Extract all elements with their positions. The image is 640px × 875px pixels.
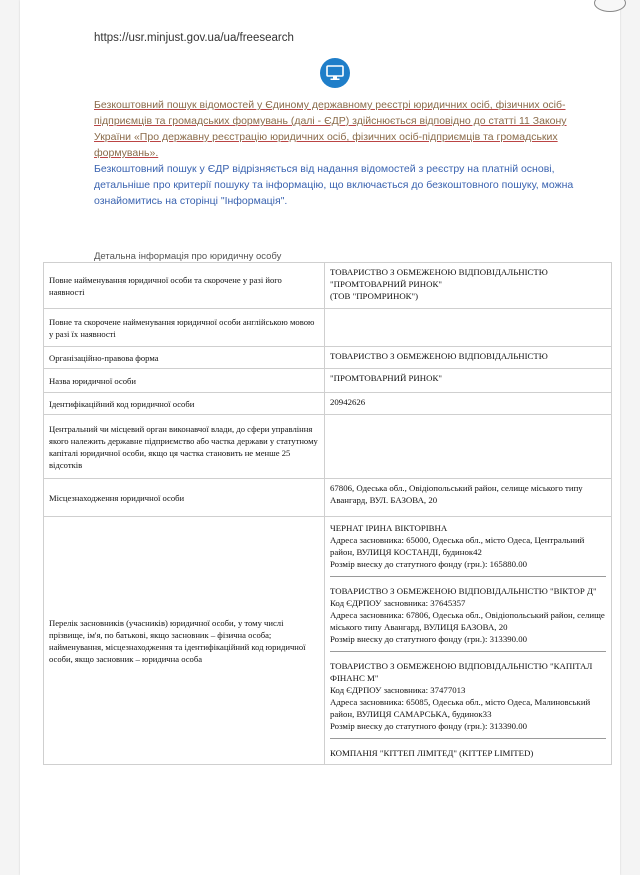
founder-contribution: Розмір внеску до статутного фонду (грн.): 313390.00 — [330, 634, 528, 644]
intro-paragraph-2: Безкоштовний пошук у ЄДР відрізняється від надання відомостей з реєстру на платній основі, детальніше про критерії пошуку та інформацію, що включається до безкоштовного пошуку, можна ознайомитись на сторінці "Інформація". — [94, 163, 574, 207]
row-label: Повне та скорочене найменування юридичної особи англійською мовою у разі їх наявності — [44, 309, 325, 347]
table-row — [44, 309, 612, 347]
row-value-name: "ПРОМТОВАРНИЙ РИНОК" — [325, 369, 612, 393]
full-name-line: (ТОВ "ПРОМРИНОК") — [330, 291, 419, 301]
founder-entry — [330, 658, 606, 739]
founder-entry — [330, 583, 606, 652]
row-value-authority — [325, 415, 612, 479]
row-label: Організаційно-правова форма — [44, 347, 325, 369]
row-label: Перелік засновників (учасників) юридичної особи, у тому числі прізвище, ім'я, по батькові, якщо засновник – фізична особа; найменування, місцезнаходження та ідентифікаційний код юридичної особи, якщо засновник – юридична особа — [44, 517, 325, 765]
monitor-icon — [320, 58, 350, 88]
founder-address: Адреса засновника: 67806, Одеська обл., Овідіопольський район, селище міського типу Авангард, ВУЛИЦЯ БАЗОВА, 20 — [330, 610, 605, 632]
full-name-line: ТОВАРИСТВО З ОБМЕЖЕНОЮ ВІДПОВІДАЛЬНІСТЮ "ПРОМТОВАРНИЙ РИНОК" — [330, 267, 548, 289]
founder-contribution: Розмір внеску до статутного фонду (грн.): 313390.00 — [330, 721, 528, 731]
intro-text — [94, 97, 584, 209]
founder-entry — [330, 520, 606, 577]
founder-name: ЧЕРНАТ ІРИНА ВІКТОРІВНА — [330, 523, 448, 533]
source-url: https://usr.minjust.gov.ua/ua/freesearch — [94, 32, 294, 44]
table-row — [44, 415, 612, 479]
founder-contribution: Розмір внеску до статутного фонду (грн.): 165880.00 — [330, 559, 528, 569]
table-row — [44, 517, 612, 765]
founder-address: Адреса засновника: 65000, Одеська обл., місто Одеса, Центральний район, ВУЛИЦЯ КОСТАНДІ, будинок42 — [330, 535, 585, 557]
table-row — [44, 347, 612, 369]
founder-name: КОМПАНІЯ "КІТТЕП ЛІМІТЕД" (KITTEP LIMITED) — [330, 748, 534, 758]
table-row — [44, 263, 612, 309]
window-corner — [594, 0, 626, 12]
intro-paragraph-1: Безкоштовний пошук відомостей у Єдиному державному реєстрі юридичних осіб, фізичних осіб-підприємців та громадських формувань (далі - ЄДР) здійснюється відповідно до статті 11 Закону України «Про державну реєстрацію юридичних осіб, фізичних осіб-підприємців та громадських формувань». — [94, 99, 567, 159]
full-name-text — [330, 266, 606, 302]
table-row — [44, 393, 612, 415]
table-row — [44, 369, 612, 393]
row-value-legal-form: ТОВАРИСТВО З ОБМЕЖЕНОЮ ВІДПОВІДАЛЬНІСТЮ — [325, 347, 612, 369]
row-value-english-name — [325, 309, 612, 347]
row-label: Місцезнаходження юридичної особи — [44, 479, 325, 517]
founder-name: ТОВАРИСТВО З ОБМЕЖЕНОЮ ВІДПОВІДАЛЬНІСТЮ "КАПІТАЛ ФІНАНС М" — [330, 661, 593, 683]
row-value-full-name — [325, 263, 612, 309]
row-value-address: 67806, Одеська обл., Овідіопольський район, селище міського типу Авангард, ВУЛ. БАЗОВА, 20 — [325, 479, 612, 517]
row-label: Повне найменування юридичної особи та скорочене у разі його наявності — [44, 263, 325, 309]
founder-entry — [330, 745, 606, 761]
entity-info-table — [43, 262, 612, 765]
row-label: Ідентифікаційний код юридичної особи — [44, 393, 325, 415]
founder-code: Код ЄДРПОУ засновника: 37645357 — [330, 598, 466, 608]
table-row — [44, 479, 612, 517]
founder-name: ТОВАРИСТВО З ОБМЕЖЕНОЮ ВІДПОВІДАЛЬНІСТЮ "ВІКТОР Д" — [330, 586, 597, 596]
row-label: Назва юридичної особи — [44, 369, 325, 393]
document-page — [20, 0, 620, 875]
founders-list — [325, 517, 612, 765]
founder-address: Адреса засновника: 65085, Одеська обл., місто Одеса, Малиновський район, ВУЛИЦЯ САМАРСЬКА, будинок33 — [330, 697, 591, 719]
table-caption: Детальна інформація про юридичну особу — [94, 251, 282, 262]
row-label: Центральний чи місцевий орган виконавчої влади, до сфери управління якого належить державне підприємство або частка держави у статутному капіталі юридичної особи, якщо ця частка становить не менше 25 відсотків — [44, 415, 325, 479]
row-value-code: 20942626 — [325, 393, 612, 415]
founder-code: Код ЄДРПОУ засновника: 37477013 — [330, 685, 466, 695]
